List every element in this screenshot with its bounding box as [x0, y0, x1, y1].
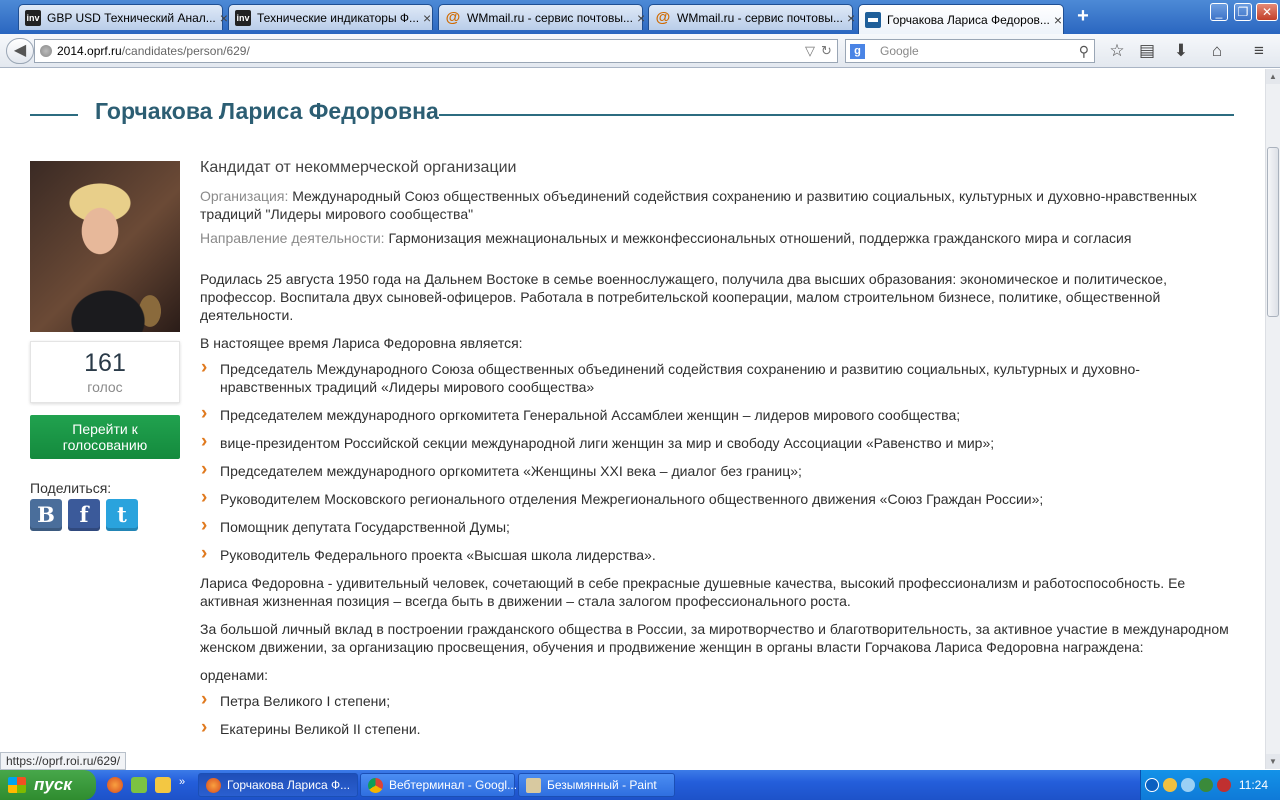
heading-line-right	[438, 114, 1234, 116]
url-path: /candidates/person/629/	[121, 44, 250, 58]
orders-label: орденами:	[200, 667, 269, 683]
candidate-photo	[30, 161, 180, 332]
list-item: › Руководитель Федерального проекта «Высшая школа лидерства».	[200, 546, 1230, 564]
menu-icon[interactable]: ≡	[1254, 41, 1264, 60]
tray-app-icon[interactable]	[1217, 778, 1231, 792]
address-bar[interactable]	[34, 39, 838, 63]
tray-app-icon[interactable]	[1163, 778, 1177, 792]
organization-row	[200, 187, 1230, 223]
twitter-share-icon[interactable]: t	[106, 499, 138, 531]
url-domain: 2014.oprf.ru	[57, 44, 122, 58]
tray-app-icon[interactable]	[1199, 778, 1213, 792]
bookmark-star-icon[interactable]: ☆	[1109, 41, 1125, 60]
tab-label: WMmail.ru - сервис почтовы...	[677, 10, 843, 25]
system-tray	[1140, 770, 1280, 800]
close-tab-icon[interactable]: ×	[846, 9, 856, 26]
facebook-share-icon[interactable]: f	[68, 499, 100, 531]
vote-count: 161	[84, 349, 126, 377]
new-tab-icon[interactable]: +	[1077, 5, 1089, 27]
close-tab-icon[interactable]: ×	[636, 9, 646, 26]
page-heading	[30, 98, 1234, 132]
tab-label: Горчакова Лариса Федоров...	[887, 12, 1050, 27]
start-button[interactable]	[0, 770, 96, 800]
list-item: › Председателем международного оргкомитета «Женщины XXI века – диалог без границ»;	[200, 462, 1230, 480]
organization-label: Организация:	[200, 188, 289, 204]
paint-icon	[526, 778, 541, 793]
scroll-up-icon[interactable]: ▲	[1266, 69, 1280, 84]
close-tab-icon[interactable]: ×	[1053, 11, 1063, 28]
status-link-preview: https://oprf.roi.ru/629/	[0, 752, 126, 770]
more-quicklaunch-icon[interactable]: »	[179, 776, 186, 788]
back-arrow-icon[interactable]: ◀	[6, 38, 34, 64]
restore-icon[interactable]: ❐	[1234, 3, 1252, 21]
tab-gorchakova[interactable]	[858, 4, 1064, 34]
task-label: Безымянный - Paint	[547, 778, 657, 792]
personality-paragraph: Лариса Федоровна - удивительный человек, сочетающий в себе прекрасные душевные качества, высокий профессионализм и работоспособность. Ее активная жизненная позиция – всегда быть в движении – стала залогом профессионального роста.	[200, 575, 1186, 609]
go-to-voting-button[interactable]: Перейти к голосованию	[30, 415, 180, 459]
tab-label: WMmail.ru - сервис почтовы...	[467, 10, 633, 25]
at-sign-icon: @	[655, 9, 671, 26]
investing-icon: inv	[235, 10, 251, 26]
bio-paragraph: Родилась 25 августа 1950 года на Дальнем Востоке в семье военнослужащего, получила два высших образования: экономическое и политическое, профессор. Воспитала двух сыновей-офицеров. Работала в потребительской кооперации, малом строительном бизнесе, политике, общественной деятельности.	[200, 271, 1167, 323]
butterfly-icon[interactable]	[131, 777, 147, 793]
organization-value: Международный Союз общественных объединений содействия сохранению и развитию социальных, культурных и духовно-нравственных традиций "Лидеры мирового сообщества"	[200, 188, 1197, 222]
search-icon[interactable]: ⚲	[1078, 43, 1089, 59]
candidate-type: Кандидат от некоммерческой организации	[200, 159, 517, 176]
list-item: › Помощник депутата Государственной Думы;	[200, 518, 1230, 536]
firefox-icon	[206, 778, 221, 793]
dropdown-arrow-icon[interactable]: ▽	[805, 43, 815, 58]
start-label: пуск	[34, 775, 72, 794]
page-title: Горчакова Лариса Федоровна	[95, 98, 439, 124]
investing-icon: inv	[25, 10, 41, 26]
messenger-icon[interactable]	[155, 777, 171, 793]
tab-wmmail-2[interactable]	[648, 4, 856, 30]
close-tab-icon[interactable]: ×	[423, 9, 432, 26]
vote-counter	[30, 341, 180, 403]
browser-tab-bar	[0, 0, 1280, 34]
direction-row	[200, 229, 1230, 247]
tab-label: Технические индикаторы Ф...	[257, 10, 420, 25]
chrome-icon	[368, 778, 383, 793]
oprf-icon	[865, 12, 881, 28]
google-icon[interactable]: g	[850, 44, 865, 59]
tab-wmmail-1[interactable]	[438, 4, 646, 30]
list-item: › Петра Великого I степени;	[200, 692, 1230, 710]
taskbar-item-firefox[interactable]	[198, 773, 358, 797]
tab-label: GBP USD Технический Анал...	[47, 10, 216, 25]
vertical-scrollbar[interactable]	[1265, 69, 1280, 769]
list-item: › Председатель Международного Союза общественных объединений содействия сохранению и развитию социальных, культурных и духовно-нравственных традиций «Лидеры мирового сообщества»	[200, 360, 1230, 396]
windows-logo-icon	[8, 777, 26, 793]
list-item: › Председателем международного оргкомитета Генеральной Ассамблеи женщин – лидеров мирового сообщества;	[200, 406, 1230, 424]
taskbar-item-paint[interactable]	[518, 773, 675, 797]
tab-indicators[interactable]	[228, 4, 433, 30]
search-placeholder: Google	[880, 44, 919, 58]
direction-label: Направление деятельности:	[200, 230, 385, 246]
tab-gbp-usd[interactable]	[18, 4, 228, 30]
globe-icon	[40, 45, 52, 57]
close-tab-icon[interactable]: ×	[219, 9, 228, 26]
list-item: › вице-президентом Российской секции международной лиги женщин за мир и свободу Ассоциации «Равенство и мир»;	[200, 434, 1230, 452]
positions-list	[200, 360, 1230, 564]
candidate-info	[200, 159, 1230, 748]
reload-icon[interactable]: ↻	[821, 43, 832, 58]
home-icon[interactable]: ⌂	[1211, 41, 1223, 60]
list-item: › Екатерины Великой II степени.	[200, 720, 1230, 738]
scrollbar-thumb[interactable]	[1267, 147, 1279, 317]
tray-app-icon[interactable]	[1181, 778, 1195, 792]
taskbar-item-chrome[interactable]	[360, 773, 518, 797]
vk-share-icon[interactable]: B	[30, 499, 62, 531]
bookmarks-list-icon[interactable]: ▤	[1138, 41, 1156, 60]
heading-line-left	[30, 114, 78, 116]
positions-intro: В настоящее время Лариса Федоровна является:	[200, 335, 523, 351]
page-viewport	[0, 69, 1265, 769]
share-label: Поделиться:	[30, 480, 112, 496]
list-item: › Руководителем Московского регионального отделения Межрегионального общественного движения «Союз Граждан России»;	[200, 490, 1230, 508]
download-icon[interactable]: ⬇	[1173, 41, 1189, 60]
firefox-icon[interactable]	[107, 777, 123, 793]
at-sign-icon: @	[445, 9, 461, 26]
scroll-down-icon[interactable]: ▼	[1266, 754, 1280, 769]
windows-taskbar	[0, 770, 1280, 800]
minimize-icon[interactable]: _	[1210, 3, 1228, 21]
direction-value: Гармонизация межнациональных и межконфессиональных отношений, поддержка гражданского мира и согласия	[388, 230, 1132, 246]
vote-label: голос	[87, 379, 123, 395]
close-window-icon[interactable]: ✕	[1256, 3, 1278, 21]
navigation-toolbar	[0, 34, 1280, 68]
clock: 11:24	[1238, 778, 1268, 792]
task-label: Горчакова Лариса Ф...	[227, 778, 351, 792]
awards-intro: За большой личный вклад в построении гражданского общества в России, за миротворчество и благотворительность, за активное участие в международном женском движении, за организацию просвещения, обучения и продвижение женщин в органы власти Горчакова Лариса Федоровна награждена:	[200, 621, 1229, 655]
task-label: Вебтерминал - Googl...	[389, 778, 518, 792]
tray-arrow-icon[interactable]	[1145, 778, 1159, 792]
orders-list	[200, 692, 1230, 738]
search-input[interactable]	[845, 39, 1095, 63]
